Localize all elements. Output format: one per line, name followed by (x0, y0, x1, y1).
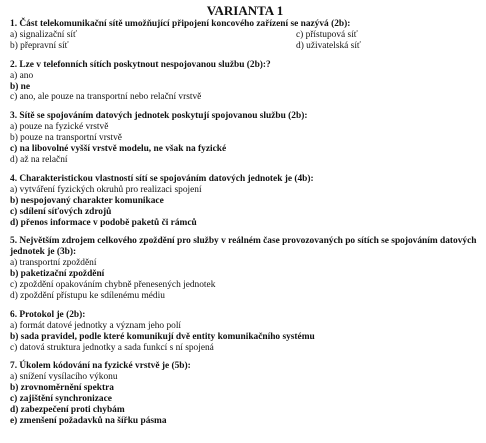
option-a: a) formát datové jednotky a význam jeho polí (10, 320, 182, 331)
question-3 (10, 111, 480, 166)
option-c: c) datová struktura jednotky a sada funkcí s ní spojená (10, 342, 214, 353)
option-a: a) vytváření fyzických okruhů pro realizaci spojení (10, 184, 202, 195)
option-d: d) zabezpečení proti chybám (10, 405, 125, 416)
question-5 (10, 236, 480, 301)
option-c: c) zajištění synchronizace (10, 394, 112, 405)
option-b: b) paketizační zpoždění (10, 269, 105, 280)
option-c: c) zpoždění opakováním chybně přenesených jednotek (10, 280, 216, 291)
option-d: d) uživatelská síť (296, 40, 361, 51)
option-b: b) přepravní síť (10, 40, 69, 51)
option-c: c) sdílení síťových zdrojů (10, 206, 112, 217)
question-text: 4. Charakteristickou vlastností sítí se spojováním datových jednotek je (4b): (10, 173, 314, 184)
options-grid (10, 30, 480, 52)
option-b: b) sada pravidel, podle které komunikují dvě entity komunikačního systému (10, 331, 315, 342)
option-b: b) pouze na transportní vrstvě (10, 133, 122, 144)
question-6 (10, 310, 480, 354)
question-text: 2. Lze v telefonních sítích poskytnout nespojovanou službu (2b):? (10, 59, 271, 70)
option-e: e) zmenšení požadavků na šířku pásma (10, 416, 167, 426)
question-text: 6. Protokol je (2b): (10, 309, 86, 320)
question-2 (10, 60, 480, 104)
option-d: d) zpoždění přístupu ke sdílenému médiu (10, 290, 165, 301)
option-b: b) zrovnoměrnění spektra (10, 383, 114, 394)
option-b: b) ne (10, 81, 31, 92)
option-d: d) až na relační (10, 154, 68, 165)
question-text: 5. Největším zdrojem celkového zpoždění pro služby v reálném čase provozovaných po sítích se spojováním datových jednotek je (3b): (10, 236, 477, 258)
option-c: c) přístupová síť (296, 29, 358, 40)
option-b: b) nespojovaný charakter komunikace (10, 195, 164, 206)
question-4 (10, 174, 480, 229)
option-a: a) snížení vysílacího výkonu (10, 372, 118, 383)
document-title: VARIANTA 1 (206, 3, 284, 18)
question-text: 1. Část telekomunikační sítě umožňující připojení koncového zařízení se nazývá (2b): (10, 19, 351, 29)
option-a: a) signalizační síť (10, 29, 78, 40)
option-d: d) přenos informace v podobě paketů či rámců (10, 217, 197, 228)
option-c: c) ano, ale pouze na transportní nebo relační vrstvě (10, 92, 202, 103)
question-7 (10, 361, 480, 426)
question-1 (10, 19, 480, 52)
option-c: c) na libovolné vyšší vrstvě modelu, ne však na fyzické (10, 144, 227, 155)
option-a: a) transportní zpoždění (10, 258, 97, 269)
option-a: a) pouze na fyzické vrstvě (10, 122, 109, 133)
question-text: 7. Úkolem kódování na fyzické vrstvě je (5b): (10, 361, 191, 372)
option-a: a) ano (10, 70, 34, 81)
question-text: 3. Sítě se spojováním datových jednotek poskytují spojovanou službu (2b): (10, 111, 308, 122)
